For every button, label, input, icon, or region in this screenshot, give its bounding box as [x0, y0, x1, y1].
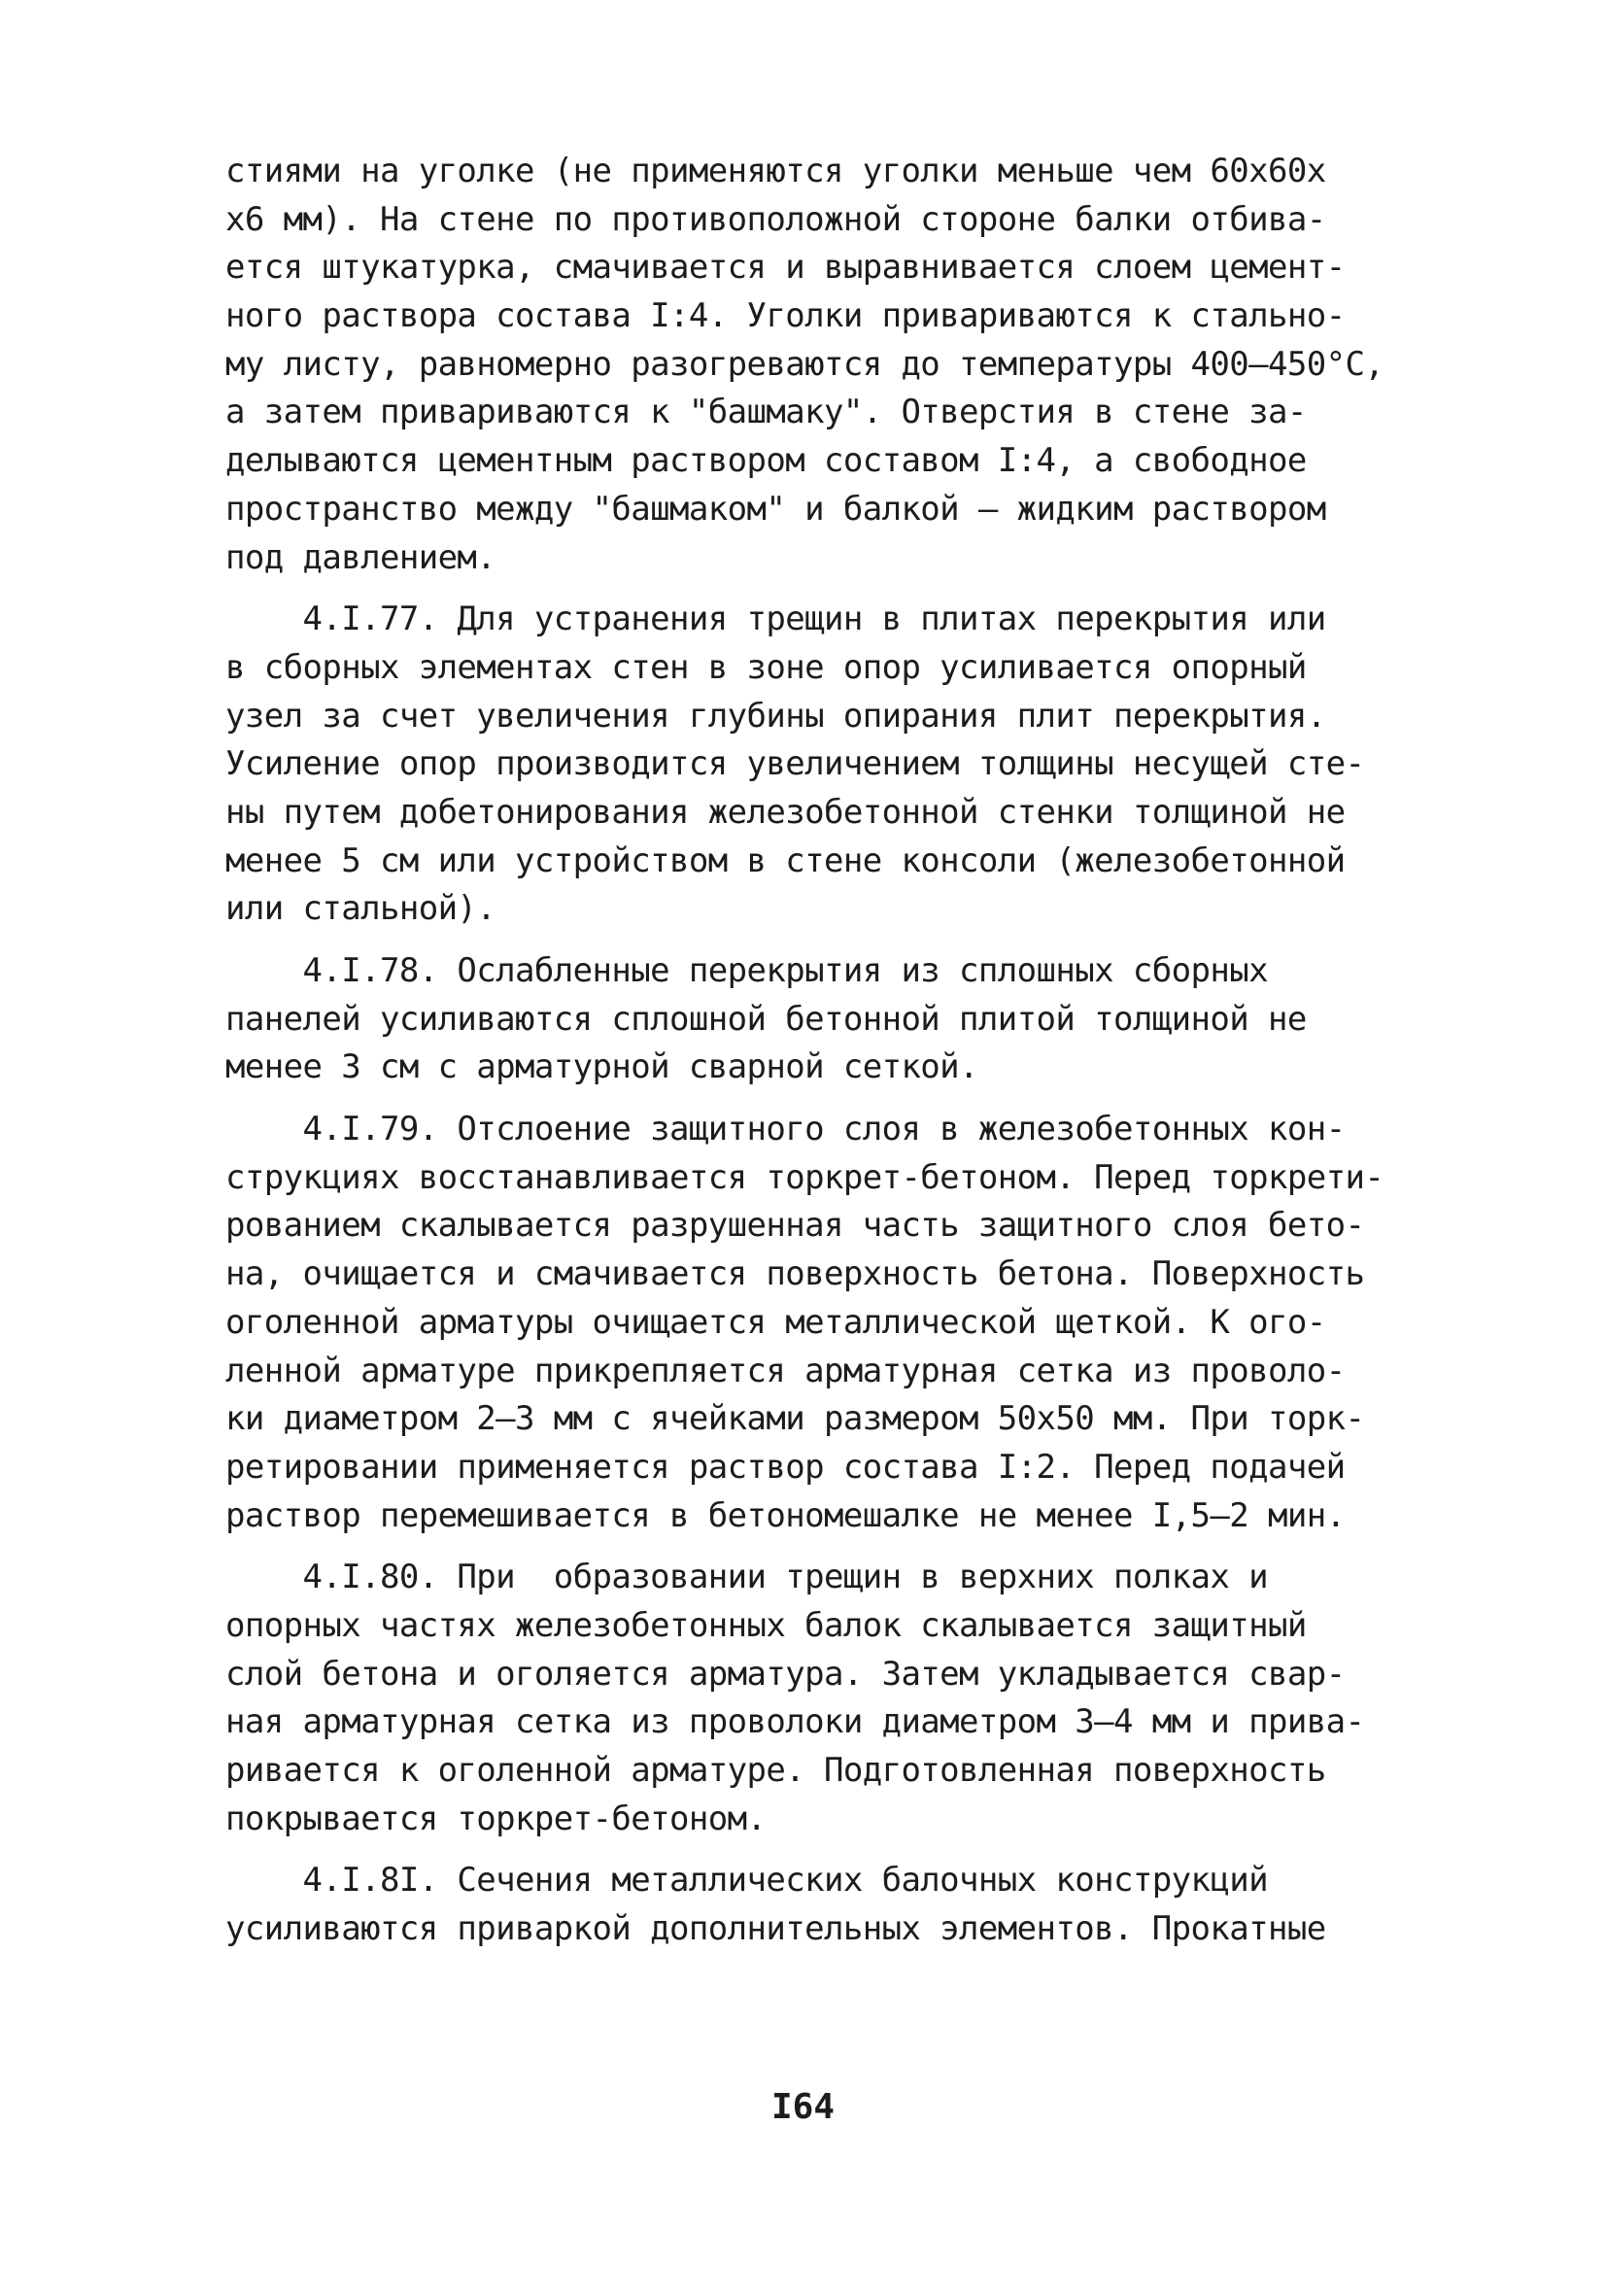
text-line: ется штукатурка, смачивается и выравнивается слоем цемент- [225, 248, 1346, 288]
text-line: 4.I.77. Для устранения трещин в плитах перекрытия или [225, 600, 1326, 639]
text-line: стиями на уголке (не применяются уголки меньше чем 60x60x [225, 152, 1326, 190]
text-line: ная арматурная сетка из проволоки диаметром 3–4 мм и прива- [225, 1702, 1365, 1742]
text-line: панелей усиливаются сплошной бетонной плитой толщиной не [225, 999, 1307, 1039]
text-line: му листу, равномерно разогреваются до температуры 400–450°C, [225, 344, 1384, 384]
text-line: покрывается торкрет-бетоном. [225, 1799, 767, 1838]
text-line: 4.I.79. Отслоение защитного слоя в железобетонных кон- [225, 1110, 1346, 1149]
paragraph-gap [225, 934, 1430, 947]
paragraph [225, 1857, 1430, 1953]
paragraph-gap [225, 1843, 1430, 1857]
paragraph-gap [225, 1092, 1430, 1106]
text-line: Усиление опор производится увеличением толщины несущей сте- [225, 744, 1365, 784]
text-line: струкциях восстанавливается торкрет-бетоном. Перед торкрети- [225, 1157, 1384, 1197]
text-line: узел за счет увеличения глубины опирания плит перекрытия. [225, 696, 1326, 736]
text-line: 4.I.8I. Сечения металлических балочных конструкций [225, 1861, 1268, 1901]
text-line: на, очищается и смачивается поверхность бетона. Поверхность [225, 1254, 1365, 1294]
paragraph [225, 1554, 1430, 1843]
text-line: делываются цементным раствором составом I:4, а свободное [225, 441, 1307, 481]
paragraph [225, 596, 1430, 934]
text-line: ки диаметром 2–3 мм с ячейками размером 50x50 мм. При торк- [225, 1399, 1365, 1439]
paragraph [225, 148, 1430, 582]
text-line: пространство между "башмаком" и балкой – жидким раствором [225, 489, 1326, 529]
page-number: I64 [770, 2087, 836, 2127]
text-line: 4.I.78. Ослабленные перекрытия из сплошных сборных [225, 951, 1268, 990]
text-line: оголенной арматуры очищается металлической щеткой. К ого- [225, 1302, 1326, 1342]
paragraph-gap [225, 582, 1430, 596]
body-text [225, 148, 1430, 1954]
text-line: рованием скалывается разрушенная часть защитного слоя бето- [225, 1206, 1365, 1246]
text-line: ного раствора состава I:4. Уголки привариваются к стально- [225, 296, 1346, 336]
text-line: опорных частях железобетонных балок скалывается защитный [225, 1605, 1307, 1645]
text-line: в сборных элементах стен в зоне опор усиливается опорный [225, 647, 1307, 687]
text-line: а затем привариваются к "башмаку". Отверстия в стене за- [225, 393, 1307, 432]
text-line: слой бетона и оголяется арматура. Затем укладывается свар- [225, 1654, 1346, 1694]
text-line: 4.I.80. При образовании трещин в верхних полках и [225, 1558, 1268, 1597]
paragraph [225, 1106, 1430, 1540]
text-line: или стальной). [225, 889, 496, 929]
text-line: раствор перемешивается в бетономешалке не менее I,5–2 мин. [225, 1495, 1346, 1535]
text-line: ретировании применяется раствор состава I:2. Перед подачей [225, 1447, 1346, 1487]
text-line: x6 мм). На стене по противоположной стороне балки отбива- [225, 199, 1326, 239]
paragraph [225, 947, 1430, 1092]
text-line: ривается к оголенной арматуре. Подготовленная поверхность [225, 1751, 1326, 1790]
text-line: ны путем добетонирования железобетонной стенки толщиной не [225, 792, 1346, 832]
text-line: менее 3 см с арматурной сварной сеткой. [225, 1047, 978, 1087]
text-line: усиливаются приваркой дополнительных элементов. Прокатные [225, 1909, 1326, 1949]
paragraph-gap [225, 1540, 1430, 1554]
text-line: под давлением. [225, 537, 496, 577]
text-line: менее 5 см или устройством в стене консоли (железобетонной [225, 840, 1346, 880]
text-line: ленной арматуре прикрепляется арматурная сетка из проволо- [225, 1351, 1346, 1390]
